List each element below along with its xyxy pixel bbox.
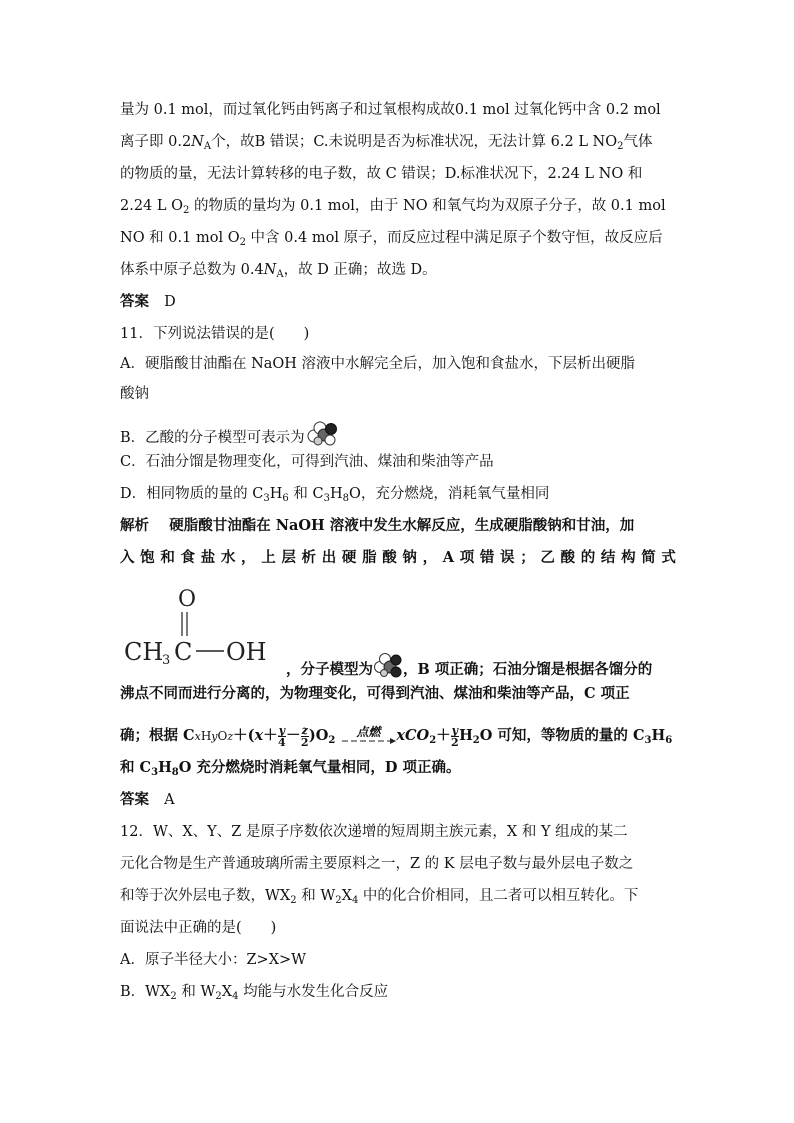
- explanation-line-1: 解析 硬脂酸甘油酯在 NaOH 溶液中发生水解反应，生成硬脂酸钠和甘油，加: [120, 517, 635, 534]
- exp2-char: 错: [479, 549, 495, 566]
- text-line-6: 体系中原子总数为 $0.4N_A$，故 D 正确；故选 D。: [120, 262, 437, 280]
- option-11-a-line1: A．硬脂酸甘油酯在 NaOH 溶液中水解完全后，加入饱和食盐水，下层析出硬脂: [120, 356, 636, 372]
- exp2-char: ；: [520, 549, 535, 566]
- text-line-4: 2.24 L $O_2$ 的物质的量均为 0.1 mol，由于 NO 和氧气均为双原子分子，故 0.1 mol: [120, 198, 666, 216]
- question-12-line1: 12．W、X、Y、Z 是原子序数依次递增的短周期主族元素，X 和 Y 组成的某二: [120, 824, 628, 840]
- exp2-char: 结: [600, 549, 616, 566]
- text-line-3: 的物质的量，无法计算转移的电子数，故 C 错误；D.标准状况下，2.24 L NO 和: [120, 166, 643, 182]
- exp2-char: 食: [180, 549, 196, 566]
- exp2-char: 饱: [140, 549, 155, 566]
- exp2-char: 构: [621, 549, 636, 566]
- explanation-line-5-equation: 确；根据 CxHyOz＋(x＋ $\frac{y}{4}$ － $\frac{z}{2}$ )$O_2$ 点燃 xCO$_2$＋ $\frac{y}{2}$ $H_2O$ 可知，等物质的量的 $C_3H_6$: [120, 723, 673, 749]
- exp2-char: 乙: [540, 549, 555, 566]
- answer-10: 答案 D: [120, 293, 176, 310]
- text-line-1: 量为 0.1 mol，而过氧化钙由钙离子和过氧根构成故0.1 mol 过氧化钙中含 0.2 mol: [120, 102, 661, 118]
- acetic-acid-model-icon-2: [373, 652, 403, 684]
- exp2-char: 层: [281, 549, 296, 566]
- exp2-char: 酸: [382, 549, 397, 566]
- explanation-line-4: 沸点不同而进行分离的，为物理变化，可得到汽油、煤油和柴油等产品，C 项正: [120, 685, 630, 702]
- option-11-c: C．石油分馏是物理变化，可得到汽油、煤油和柴油等产品: [120, 454, 494, 470]
- exp2-char: 误: [500, 549, 515, 566]
- exp2-char: 钠: [402, 549, 417, 566]
- struct-c: C: [174, 638, 193, 666]
- text-line-5: NO 和 0.1 mol $O_2$ 中含 0.4 mol 原子，而反应过程中满足原子个数守恒，故反应后: [120, 230, 663, 248]
- option-11-b: B．乙酸的分子模型可表示为: [120, 420, 339, 452]
- explanation-line-3: ，分子模型为 ，B 项正确；石油分馏是根据各馏分的: [286, 652, 652, 684]
- exp2-char: 水: [220, 549, 236, 566]
- explanation-line-2: [120, 548, 676, 568]
- exp2-char: 上: [261, 549, 276, 566]
- question-12-line3: 和等于次外层电子数，$WX_2$ 和 $W_2X_4$ 中的化合价相同，且二者可以相互转化。下: [120, 888, 639, 906]
- option-12-a: A．原子半径大小：Z>X>W: [120, 952, 307, 968]
- exp2-char: 的: [580, 549, 596, 566]
- fraction-y-over-4: $\frac{y}{4}$: [278, 723, 286, 749]
- exp2-char: 和: [160, 549, 175, 566]
- exp2-char: ，: [422, 549, 438, 566]
- exp2-char: ，: [241, 549, 256, 566]
- exp2-char: 析: [301, 549, 317, 566]
- exp2-char: 入: [120, 549, 135, 566]
- exp2-char: 式: [661, 549, 676, 566]
- text-line-2: 离子即 $0.2N_A$个，故B 错误；C.未说明是否为标准状况，无法计算 6.2 L $NO_2$气体: [120, 134, 653, 152]
- exp2-char: A: [442, 549, 455, 566]
- acetic-acid-model-icon: [305, 420, 339, 452]
- exp2-char: 出: [321, 549, 337, 566]
- question-12-line4: 面说法中正确的是( ): [120, 920, 277, 936]
- question-11-stem: 11．下列说法错误的是( ): [120, 326, 310, 342]
- option-12-b: B．$WX_2$ 和 $W_2X_4$ 均能与水发生化合反应: [120, 984, 389, 1002]
- option-11-a-line2: 酸钠: [120, 386, 149, 402]
- struct-o: O: [178, 587, 197, 612]
- explanation-line-6: 和 $C_3H_8O$ 充分燃烧时消耗氧气量相同，D 项正确。: [120, 759, 461, 778]
- struct-sub3: 3: [162, 653, 171, 668]
- exp2-char: 脂: [362, 549, 377, 566]
- struct-ch: CH: [124, 638, 164, 666]
- question-12-line2: 元化合物是生产普通玻璃所需主要原料之一，Z 的 K 层电子数与最外层电子数之: [120, 856, 634, 872]
- acetic-acid-structural-formula: [120, 580, 290, 670]
- answer-11: 答案 A: [120, 791, 175, 808]
- fraction-z-over-2: $\frac{z}{2}$: [300, 723, 309, 749]
- exp2-char: 盐: [200, 549, 216, 566]
- exp2-char: 酸: [560, 549, 576, 566]
- exp2-char: 硬: [341, 549, 357, 566]
- exp2-char: 项: [459, 549, 475, 566]
- struct-oh: OH: [226, 638, 267, 666]
- option-11-d: D．相同物质的量的 $C_3H_6$ 和 $C_3H_8O$，充分燃烧，消耗氧气量相同: [120, 486, 550, 504]
- reaction-arrow-ignite: 点燃: [340, 726, 396, 746]
- exp2-char: 简: [641, 549, 656, 566]
- fraction-y-over-2: $\frac{y}{2}$: [451, 723, 459, 749]
